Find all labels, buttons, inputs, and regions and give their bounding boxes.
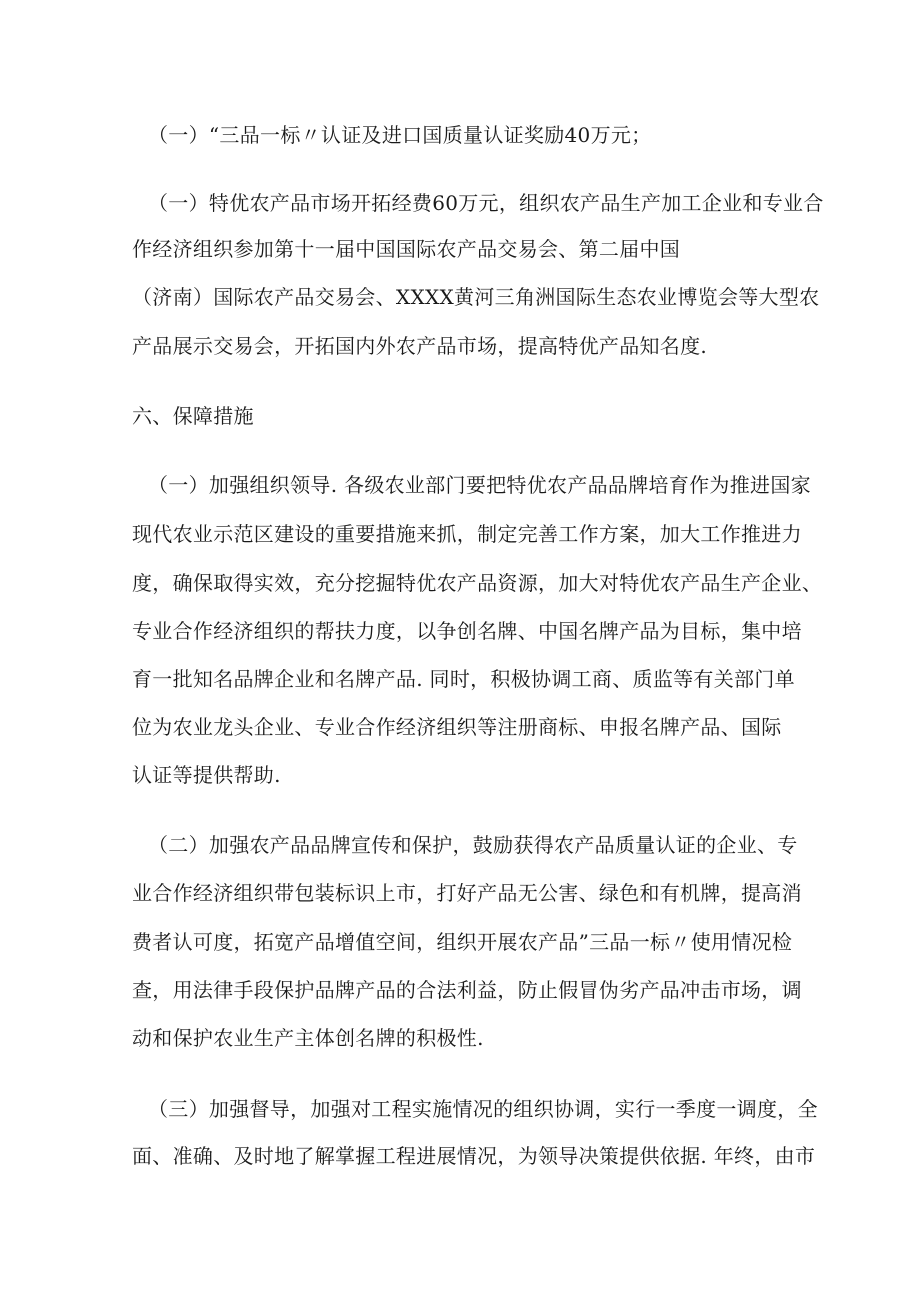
paragraph-line-1: （一）“三品一标〃认证及进口国质量认证奖励40万元； (148, 123, 652, 147)
paragraph-line-17: 查，用法律手段保护品牌产品的合法利益，防止假冒伪劣产品冲击市场，调 (132, 978, 802, 1002)
section-heading: 六、保障措施 (132, 404, 254, 428)
paragraph-line-12: 位为农业龙头企业、专业合作经济组织等注册商标、申报名牌产品、国际 (132, 715, 782, 739)
paragraph-line-2: （一）特优农产品市场开拓经费60万元，组织农产品生产加工企业和专业合 (148, 191, 824, 215)
paragraph-line-15: 业合作经济组织带包装标识上市，打好产品无公害、绿色和有机牌，提高消 (132, 881, 802, 905)
paragraph-line-8: 现代农业示范区建设的重要措施来抓，制定完善工作方案，加大工作推进力 (132, 522, 802, 546)
paragraph-line-18: 动和保护农业生产主体创名牌的积极性. (132, 1026, 484, 1050)
paragraph-line-10: 专业合作经济组织的帮扶力度，以争创名牌、中国名牌产品为目标，集中培 (132, 619, 802, 643)
paragraph-line-20: 面、准确、及时地了解掌握工程进展情况，为领导决策提供依据. 年终，由市 (132, 1144, 816, 1168)
paragraph-line-3: 作经济组织参加第十一届中国国际农产品交易会、第二届中国 (132, 237, 681, 261)
paragraph-line-9: 度，确保取得实效，充分挖掘特优农产品资源，加大对特优农产品生产企业、 (132, 571, 823, 595)
paragraph-line-14: （二）加强农产品品牌宣传和保护，鼓励获得农产品质量认证的企业、专 (148, 833, 798, 857)
paragraph-line-19: （三）加强督导，加强对工程实施情况的组织协调，实行一季度一调度，全 (148, 1097, 818, 1121)
paragraph-line-16: 费者认可度，拓宽产品增值空间，组织开展农产品”三品一标〃使用情况检 (132, 930, 793, 954)
paragraph-line-5: 产品展示交易会，开拓国内外农产品市场，提高特优产品知名度. (132, 334, 708, 358)
paragraph-line-11: 育一批知名品牌企业和名牌产品. 同时，积极协调工商、质监等有关部门单 (132, 667, 795, 691)
paragraph-line-4: （济南）国际农产品交易会、XXXX黄河三角洲国际生态农业博览会等大型农 (132, 285, 820, 309)
paragraph-line-13: 认证等提供帮助. (132, 763, 281, 787)
paragraph-line-7: （一）加强组织领导. 各级农业部门要把特优农产品品牌培育作为推进国家 (148, 473, 811, 497)
